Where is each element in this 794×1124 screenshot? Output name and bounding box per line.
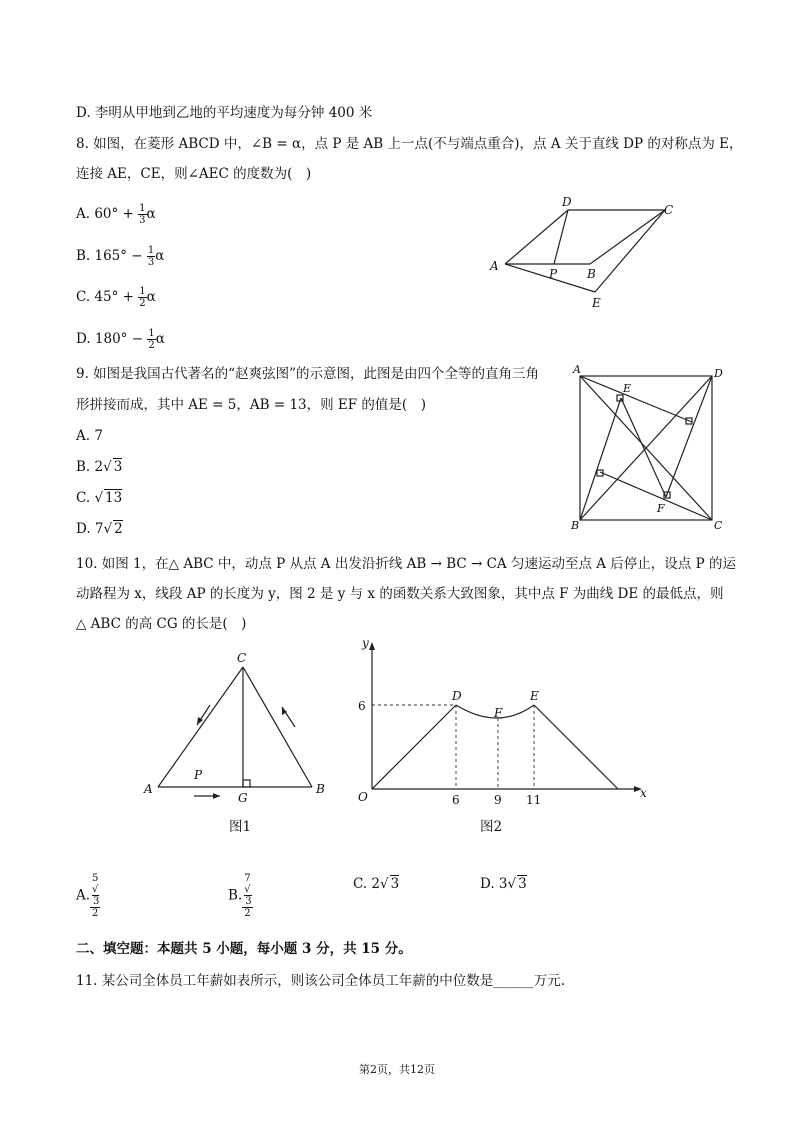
q10-figure2-graph: [352, 633, 652, 813]
q10-fig1-label-c: C: [237, 651, 247, 665]
q10-fig1-caption: 图1: [229, 819, 252, 835]
q10-figure1-triangle: [140, 645, 340, 805]
q9-label-b: B: [571, 519, 580, 532]
q8-stem-line2: 连接 AE，CE，则∠AEC 的度数为( ): [76, 166, 312, 182]
q10-fig1-label-b: B: [316, 782, 325, 796]
q8-label-e: E: [592, 296, 601, 310]
q10-option-b: B. 7 √ 3 2: [228, 873, 252, 919]
q8-option-d: D. 180° − $\frac{1}{2}$ α: [76, 328, 165, 351]
q10-fig2-label-d: D: [452, 689, 462, 703]
q9-zhao-shuang-figure: [566, 362, 736, 538]
q8-label-d: D: [562, 195, 572, 209]
page-footer: 第2页，共12页: [359, 1063, 435, 1076]
q9-label-d: D: [714, 367, 723, 380]
q10-fig2-label-f: F: [494, 706, 503, 720]
q10-fig2-axis-x: x: [640, 786, 647, 800]
q8-rhombus-figure: [480, 192, 680, 314]
q9-label-a: A: [573, 363, 581, 376]
q10-fig2-caption: 图2: [480, 819, 503, 835]
q8-label-c: C: [664, 203, 674, 217]
q9-label-c: C: [714, 519, 723, 532]
q10-fig2-tick-x11: 11: [526, 793, 542, 807]
q10-fig2-tick-y6: 6: [358, 699, 366, 713]
q8-label-a: A: [490, 259, 499, 273]
q10-fig2-axis-y: y: [362, 636, 369, 650]
q10-fig1-label-g: G: [238, 791, 248, 805]
q8-option-a: A. 60° + $\frac{1}{3}$ α: [76, 203, 156, 226]
q9-option-d: D. 7√ 2: [76, 521, 123, 537]
q8-option-b: B. 165° − $\frac{1}{3}$ α: [76, 245, 165, 268]
q10-option-d: D. 3√ 3: [480, 876, 527, 892]
q10-stem-line3: △ ABC 的高 CG 的长是( ): [76, 616, 247, 632]
q8-label-p: P: [549, 267, 558, 281]
q8-option-c: C. 45° + $\frac{1}{2}$ α: [76, 286, 156, 309]
q8-label-b: B: [587, 267, 596, 281]
q10-fig1-label-a: A: [144, 782, 153, 796]
q9-label-e: E: [623, 382, 632, 395]
q11-stem: 11. 某公司全体员工年薪如表所示，则该公司全体员工年薪的中位数是______万元.: [76, 973, 566, 989]
q7-option-d: D. 李明从甲地到乙地的平均速度为每分钟 400 米: [76, 105, 373, 121]
q10-fig1-label-p: P: [194, 768, 203, 782]
q10-stem-line2: 动路程为 x，线段 AP 的长度为 y，图 2 是 y 与 x 的函数关系大致图象，其中点 F 为曲线 DE 的最低点，则: [76, 586, 724, 602]
q10-option-c: C. 2√ 3: [353, 876, 400, 892]
q10-fig2-tick-x9: 9: [494, 793, 502, 807]
section2-heading: 二、填空题：本题共 5 小题，每小题 3 分，共 15 分。: [76, 941, 412, 957]
q9-stem-line2: 形拼接而成，其中 AE = 5，AB = 13，则 EF 的值是( ): [76, 397, 426, 413]
q8-stem-line1: 8. 如图，在菱形 ABCD 中，∠B = α，点 P 是 AB 上一点(不与端点重合)，点 A 关于直线 DP 的对称点为 E，: [76, 136, 743, 152]
q10-stem-line1: 10. 如图 1，在△ ABC 中，动点 P 从点 A 出发沿折线 AB → BC → CA 匀速运动至点 A 后停止，设点 P 的运: [76, 556, 736, 572]
q10-fig2-label-e: E: [530, 689, 539, 703]
q9-stem-line1: 9. 如图是我国古代著名的“赵爽弦图”的示意图，此图是由四个全等的直角三角: [76, 366, 539, 382]
q9-option-a: A. 7: [76, 428, 103, 444]
q9-option-b: B. 2√ 3: [76, 459, 123, 475]
q10-fig2-tick-x6: 6: [452, 793, 460, 807]
q10-fig2-origin: O: [358, 790, 368, 804]
q11-blank: ______: [493, 973, 534, 989]
q9-option-c: C. √ 13: [76, 490, 123, 506]
q9-label-f: F: [657, 502, 665, 515]
q10-option-a: A. 5 √ 3 2: [76, 873, 100, 919]
